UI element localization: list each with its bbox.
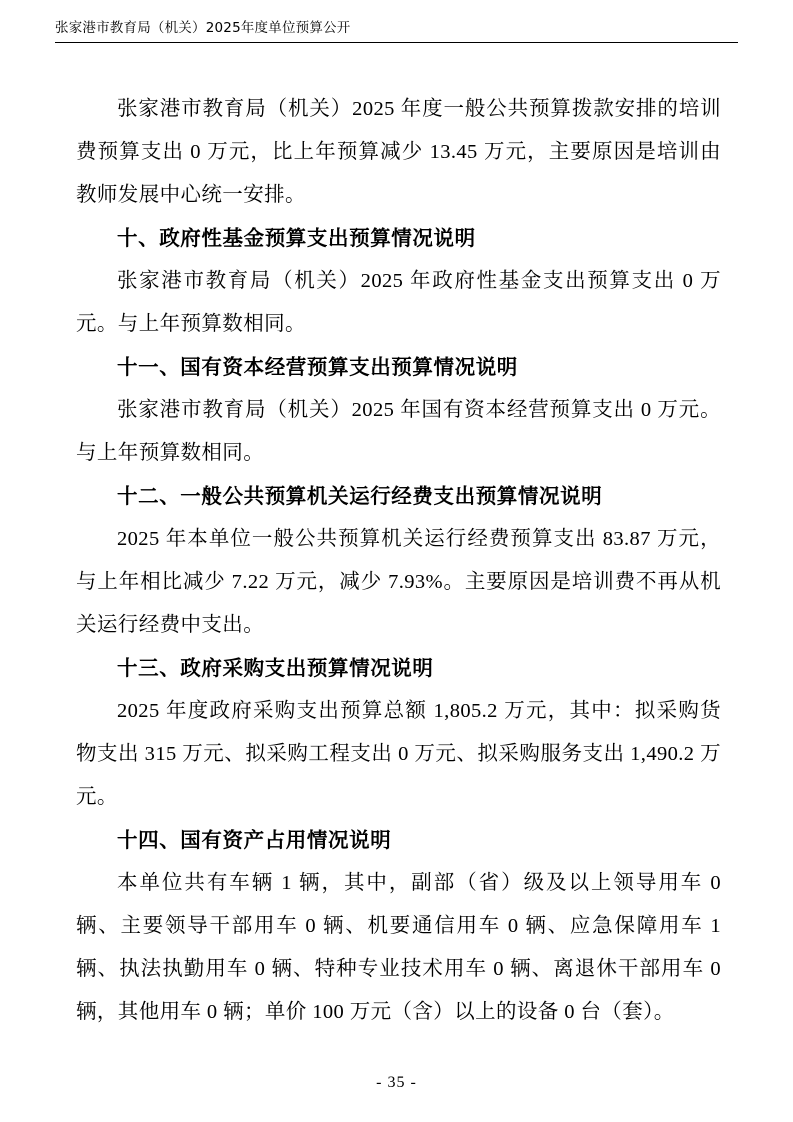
- paragraph-government-fund: 张家港市教育局（机关）2025 年政府性基金支出预算支出 0 万元。与上年预算数相同。: [76, 270, 721, 335]
- paragraph-government-procurement: 2025 年度政府采购支出预算总额 1,805.2 万元，其中：拟采购货物支出 315 万元、拟采购工程支出 0 万元、拟采购服务支出 1,490.2 万元。: [76, 700, 721, 808]
- paragraph-operating-expenses: 2025 年本单位一般公共预算机关运行经费预算支出 83.87 万元，与上年相比减少 7.22 万元，减少 7.93%。主要原因是培训费不再从机关运行经费中支出。: [76, 528, 721, 636]
- paragraph-training-fee: 张家港市教育局（机关）2025 年度一般公共预算拨款安排的培训费预算支出 0 万元，比上年预算减少 13.45 万元，主要原因是培训由教师发展中心统一安排。: [76, 98, 721, 206]
- heading-section-10: 十、政府性基金预算支出预算情况说明: [117, 226, 476, 250]
- heading-section-12: 十二、一般公共预算机关运行经费支出预算情况说明: [117, 484, 603, 508]
- document-content: [76, 88, 721, 1034]
- page-number: - 35 -: [376, 1074, 417, 1091]
- heading-section-14: 十四、国有资产占用情况说明: [117, 828, 392, 852]
- heading-section-11: 十一、国有资本经营预算支出预算情况说明: [117, 355, 518, 379]
- paragraph-state-assets: 本单位共有车辆 1 辆，其中，副部（省）级及以上领导用车 0 辆、主要领导干部用车 0 辆、机要通信用车 0 辆、应急保障用车 1 辆、执法执勤用车 0 辆、特种专业技术用车 0 辆、离退休干部用车 0 辆，其他用车 0 辆；单价 100 万元（含）以上的设备 0 台（套）。: [76, 872, 721, 1023]
- heading-section-13: 十三、政府采购支出预算情况说明: [117, 656, 434, 680]
- paragraph-state-capital: 张家港市教育局（机关）2025 年国有资本经营预算支出 0 万元。与上年预算数相同。: [76, 399, 721, 464]
- page-header: 张家港市教育局（机关）2025年度单位预算公开: [55, 20, 351, 36]
- header-divider: [55, 42, 738, 43]
